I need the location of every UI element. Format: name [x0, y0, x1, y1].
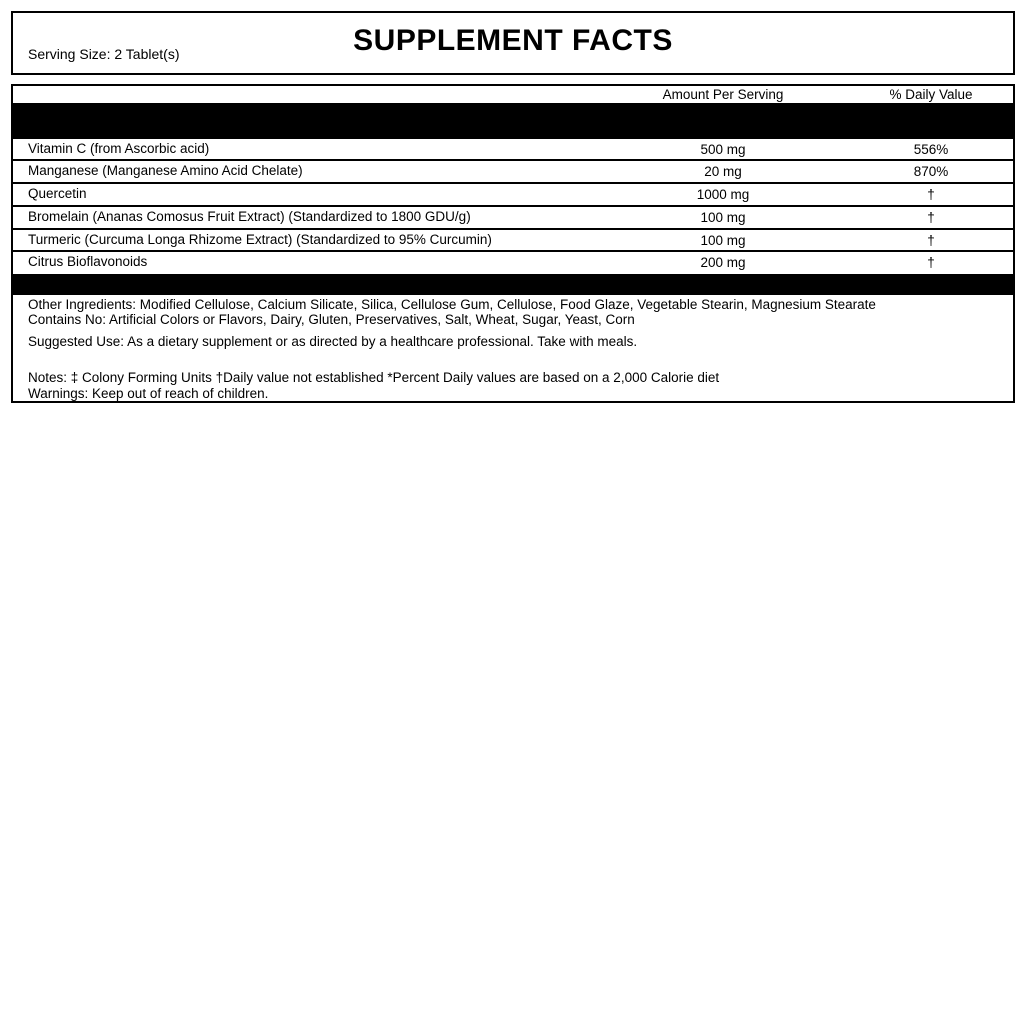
nutrient-name: Citrus Bioflavonoids	[28, 254, 148, 269]
warnings: Warnings: Keep out of reach of children.	[28, 386, 269, 401]
nutrient-amount: 500 mg	[700, 142, 746, 157]
nutrient-amount: 100 mg	[700, 233, 746, 248]
nutrient-row	[13, 207, 1013, 230]
nutrient-name: Vitamin C (from Ascorbic acid)	[28, 141, 210, 156]
nutrient-amount: 200 mg	[700, 255, 746, 270]
nutrient-name: Turmeric (Curcuma Longa Rhizome Extract) (Standardized to 95% Curcumin)	[28, 232, 492, 247]
nutrient-row	[13, 161, 1013, 184]
bottom-divider-bar	[13, 274, 1013, 295]
nutrient-row	[13, 230, 1013, 252]
daily-value-column-header: % Daily Value	[889, 87, 973, 102]
nutrient-daily-value: †	[927, 210, 935, 225]
nutrient-daily-value: †	[927, 187, 935, 202]
label-header	[11, 11, 1015, 75]
label-title: SUPPLEMENT FACTS	[353, 24, 673, 57]
notes: Notes: ‡ Colony Forming Units †Daily value not established *Percent Daily values are based on a 2,000 Calorie diet	[28, 370, 720, 385]
nutrient-amount: 100 mg	[700, 210, 746, 225]
nutrient-name: Bromelain (Ananas Comosus Fruit Extract) (Standardized to 1800 GDU/g)	[28, 209, 471, 224]
nutrient-daily-value: 870%	[913, 164, 949, 179]
nutrient-daily-value: †	[927, 233, 935, 248]
nutrient-amount: 20 mg	[704, 164, 742, 179]
nutrient-name: Quercetin	[28, 186, 87, 201]
contains-no: Contains No: Artificial Colors or Flavors, Dairy, Gluten, Preservatives, Salt, Wheat, Sugar, Yeast, Corn	[28, 312, 635, 327]
nutrient-row	[13, 184, 1013, 207]
nutrient-daily-value: †	[927, 255, 935, 270]
supplement-facts-table	[11, 84, 1015, 403]
nutrient-amount: 1000 mg	[696, 187, 750, 202]
other-ingredients: Other Ingredients: Modified Cellulose, Calcium Silicate, Silica, Cellulose Gum, Cellulose, Food Glaze, Vegetable Stearin, Magnesium Stearate	[28, 297, 876, 312]
nutrient-name: Manganese (Manganese Amino Acid Chelate)	[28, 163, 303, 178]
nutrient-daily-value: 556%	[913, 142, 949, 157]
nutrient-row	[13, 252, 1013, 273]
nutrient-row	[13, 139, 1013, 161]
amount-column-header: Amount Per Serving	[662, 87, 784, 102]
serving-size: Serving Size: 2 Tablet(s)	[28, 46, 180, 62]
suggested-use: Suggested Use: As a dietary supplement or as directed by a healthcare professional. Take with meals.	[28, 334, 638, 349]
top-divider-bar	[13, 103, 1013, 139]
